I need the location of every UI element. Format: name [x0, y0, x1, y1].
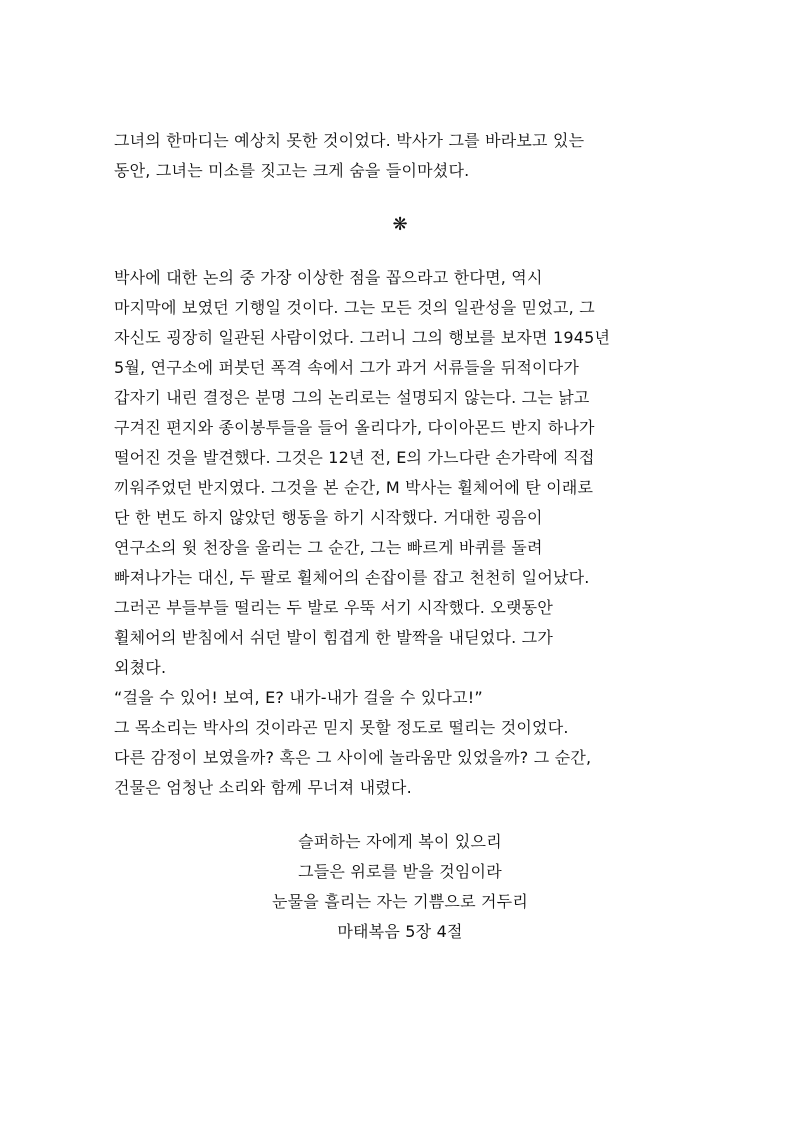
paragraph-line: 다른 감정이 보였을까? 혹은 그 사이에 놀라움만 있었을까? 그 순간,	[114, 748, 592, 767]
paragraph-line: 건물은 엄청난 소리와 함께 무너져 내렸다.	[114, 778, 412, 797]
paragraph-line: 마지막에 보였던 기행일 것이다. 그는 모든 것의 일관성을 믿었고, 그	[114, 298, 595, 317]
paragraph-line: 동안, 그녀는 미소를 짓고는 크게 숨을 들이마셨다.	[114, 161, 470, 180]
paragraph-line: 그러곤 부들부들 떨리는 두 발로 우뚝 서기 시작했다. 오랫동안	[114, 598, 553, 617]
section-divider-icon: ❋	[392, 214, 408, 235]
dialogue-line: “걸을 수 있어! 보여, E? 내가-내가 걸을 수 있다고!”	[114, 688, 483, 707]
paragraph-line: 그 목소리는 박사의 것이라곤 믿지 못할 정도로 떨리는 것이었다.	[114, 718, 569, 737]
paragraph-line: 휠체어의 받침에서 쉬던 발이 힘겹게 한 발짝을 내딛었다. 그가	[114, 628, 553, 647]
paragraph-line: 구겨진 편지와 종이봉투들을 들어 올리다가, 다이아몬드 반지 하나가	[114, 418, 595, 437]
paragraph-line: 연구소의 윗 천장을 울리는 그 순간, 그는 빠르게 바퀴를 돌려	[114, 538, 543, 557]
verse-line: 눈물을 흘리는 자는 기쁨으로 거두리	[272, 892, 528, 911]
paragraph-line: 갑자기 내린 결정은 분명 그의 논리로는 설명되지 않는다. 그는 낡고	[114, 388, 590, 407]
verse-line: 그들은 위로를 받을 것임이라	[298, 862, 502, 881]
paragraph-line: 그녀의 한마디는 예상치 못한 것이었다. 박사가 그를 바라보고 있는	[114, 131, 585, 150]
paragraph-line: 자신도 굉장히 일관된 사람이었다. 그러니 그의 행보를 보자면 1945년	[114, 328, 611, 347]
verse-line: 슬퍼하는 자에게 복이 있으리	[298, 832, 502, 851]
paragraph-line: 빠져나가는 대신, 두 팔로 휠체어의 손잡이를 잡고 천천히 일어났다.	[114, 568, 590, 587]
paragraph-line: 끼워주었던 반지였다. 그것을 본 순간, M 박사는 휠체어에 탄 이래로	[114, 478, 594, 497]
paragraph-line: 외쳤다.	[114, 658, 167, 677]
paragraph-line: 단 한 번도 하지 않았던 행동을 하기 시작했다. 거대한 굉음이	[114, 508, 543, 527]
paragraph-line: 박사에 대한 논의 중 가장 이상한 점을 꼽으라고 한다면, 역시	[114, 268, 543, 287]
paragraph-line: 5월, 연구소에 퍼붓던 폭격 속에서 그가 과거 서류들을 뒤적이다가	[114, 358, 580, 377]
verse-citation: 마태복음 5장 4절	[337, 922, 463, 941]
paragraph-line: 떨어진 것을 발견했다. 그것은 12년 전, E의 가느다란 손가락에 직접	[114, 448, 595, 467]
